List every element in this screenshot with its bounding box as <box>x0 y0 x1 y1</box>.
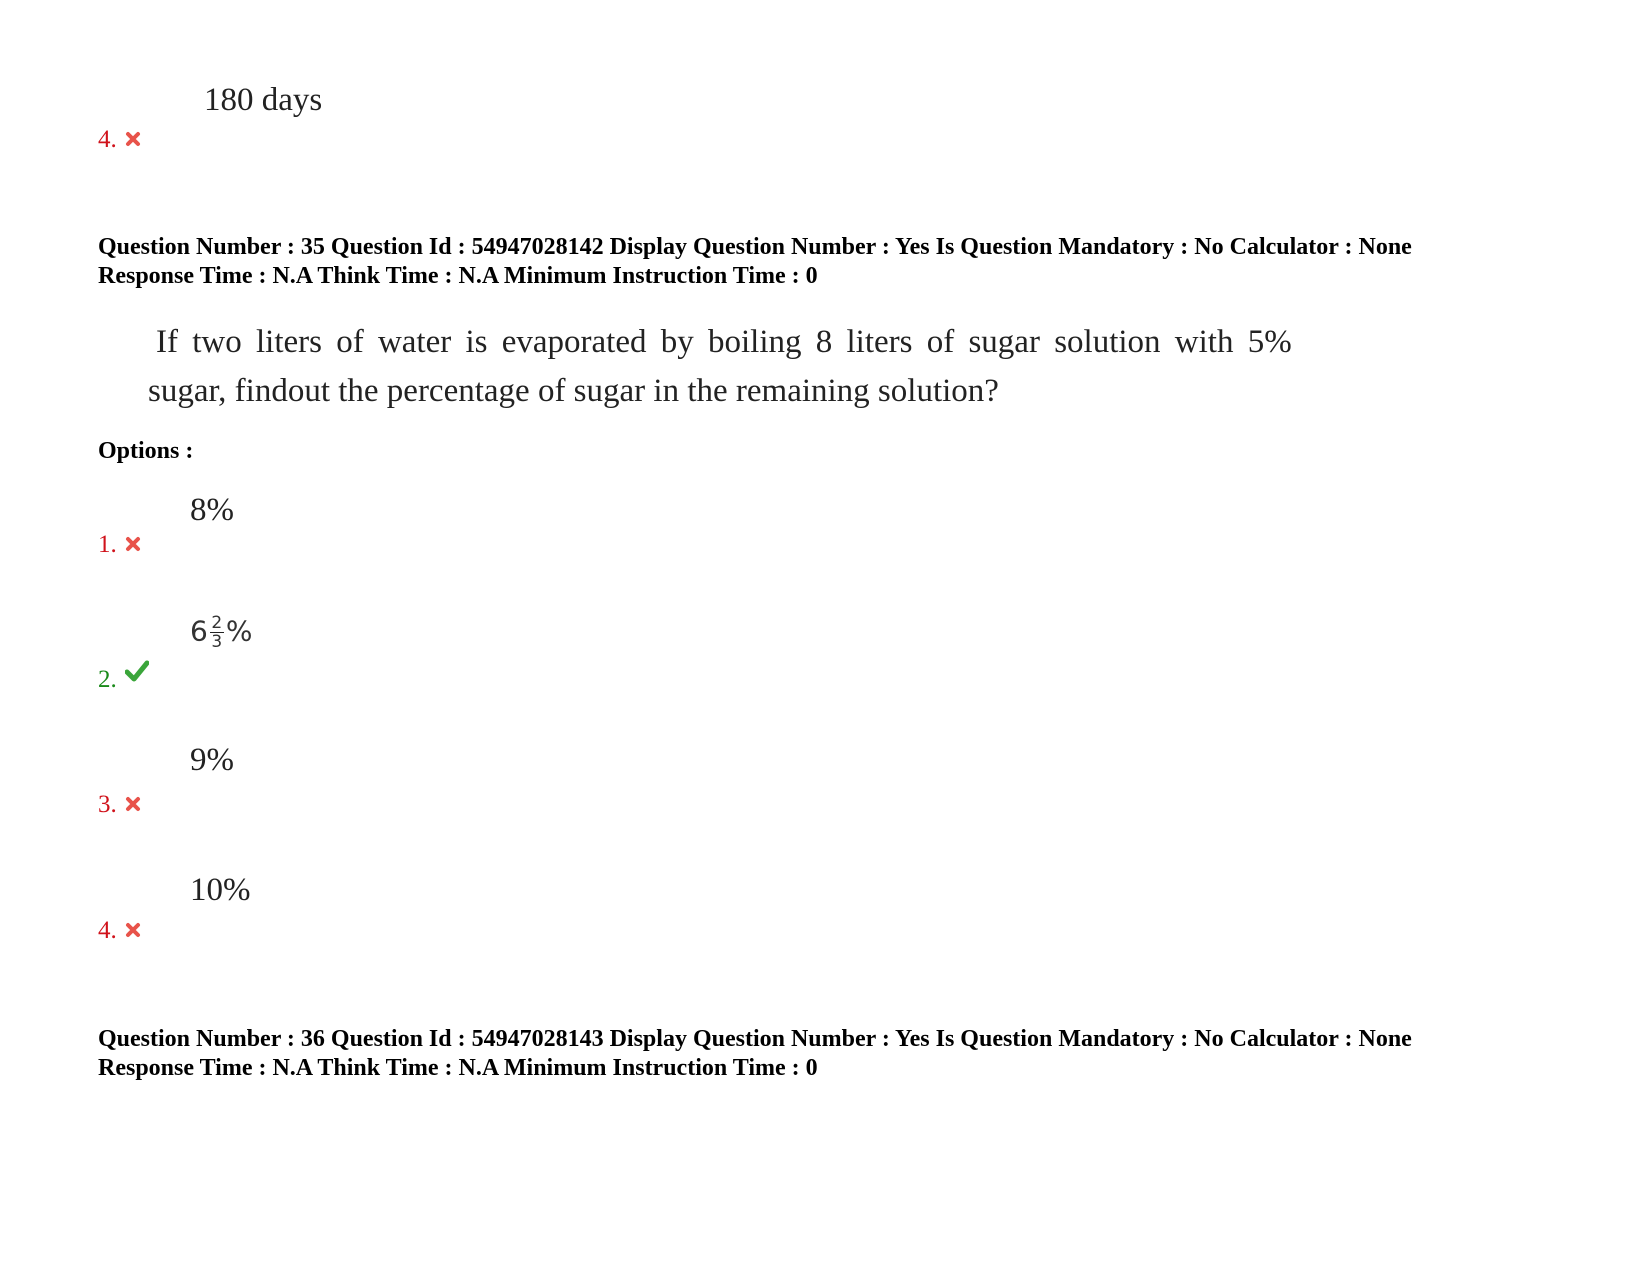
cross-icon <box>125 126 141 154</box>
meta-line-2: Response Time : N.A Think Time : N.A Minimum Instruction Time : 0 <box>98 1055 818 1081</box>
meta-line-2: Response Time : N.A Think Time : N.A Minimum Instruction Time : 0 <box>98 263 818 289</box>
option-number: 2. <box>98 666 117 693</box>
check-icon <box>125 660 149 689</box>
question-35-text <box>148 318 1292 416</box>
option-number: 4. <box>98 126 117 153</box>
prev-option-4 <box>98 126 141 154</box>
fraction-whole: 6 <box>190 614 208 648</box>
option-1-text: 8% <box>190 492 234 528</box>
fraction-suffix: % <box>225 614 253 648</box>
option-number: 4. <box>98 917 117 944</box>
meta-line-1: Question Number : 36 Question Id : 54947028143 Display Question Number : Yes Is Question Mandatory : No Calculator : None <box>98 1026 1412 1052</box>
fraction-numerator: 2 <box>211 613 223 633</box>
question-36-meta <box>98 1025 1412 1083</box>
meta-line-1: Question Number : 35 Question Id : 54947028142 Display Question Number : Yes Is Question Mandatory : No Calculator : None <box>98 234 1412 260</box>
prev-option-4-text: 180 days <box>204 82 323 118</box>
option-3-text: 9% <box>190 742 234 778</box>
cross-icon <box>125 791 141 819</box>
option-2 <box>98 666 149 694</box>
fraction <box>210 614 224 651</box>
question-35-meta <box>98 233 1412 291</box>
option-2-text <box>190 614 252 651</box>
options-label: Options : <box>98 438 194 464</box>
option-4-text: 10% <box>190 872 251 908</box>
question-text-line-1: If two liters of water is evaporated by boiling 8 liters of sugar solution with 5% <box>156 324 1292 360</box>
fraction-denominator: 3 <box>211 632 223 652</box>
cross-icon <box>125 531 141 559</box>
question-text-line-2: sugar, findout the percentage of sugar in the remaining solution? <box>148 373 999 409</box>
option-3 <box>98 791 141 819</box>
option-4 <box>98 917 141 945</box>
option-number: 3. <box>98 791 117 818</box>
cross-icon <box>125 917 141 945</box>
option-number: 1. <box>98 531 117 558</box>
option-1 <box>98 531 141 559</box>
